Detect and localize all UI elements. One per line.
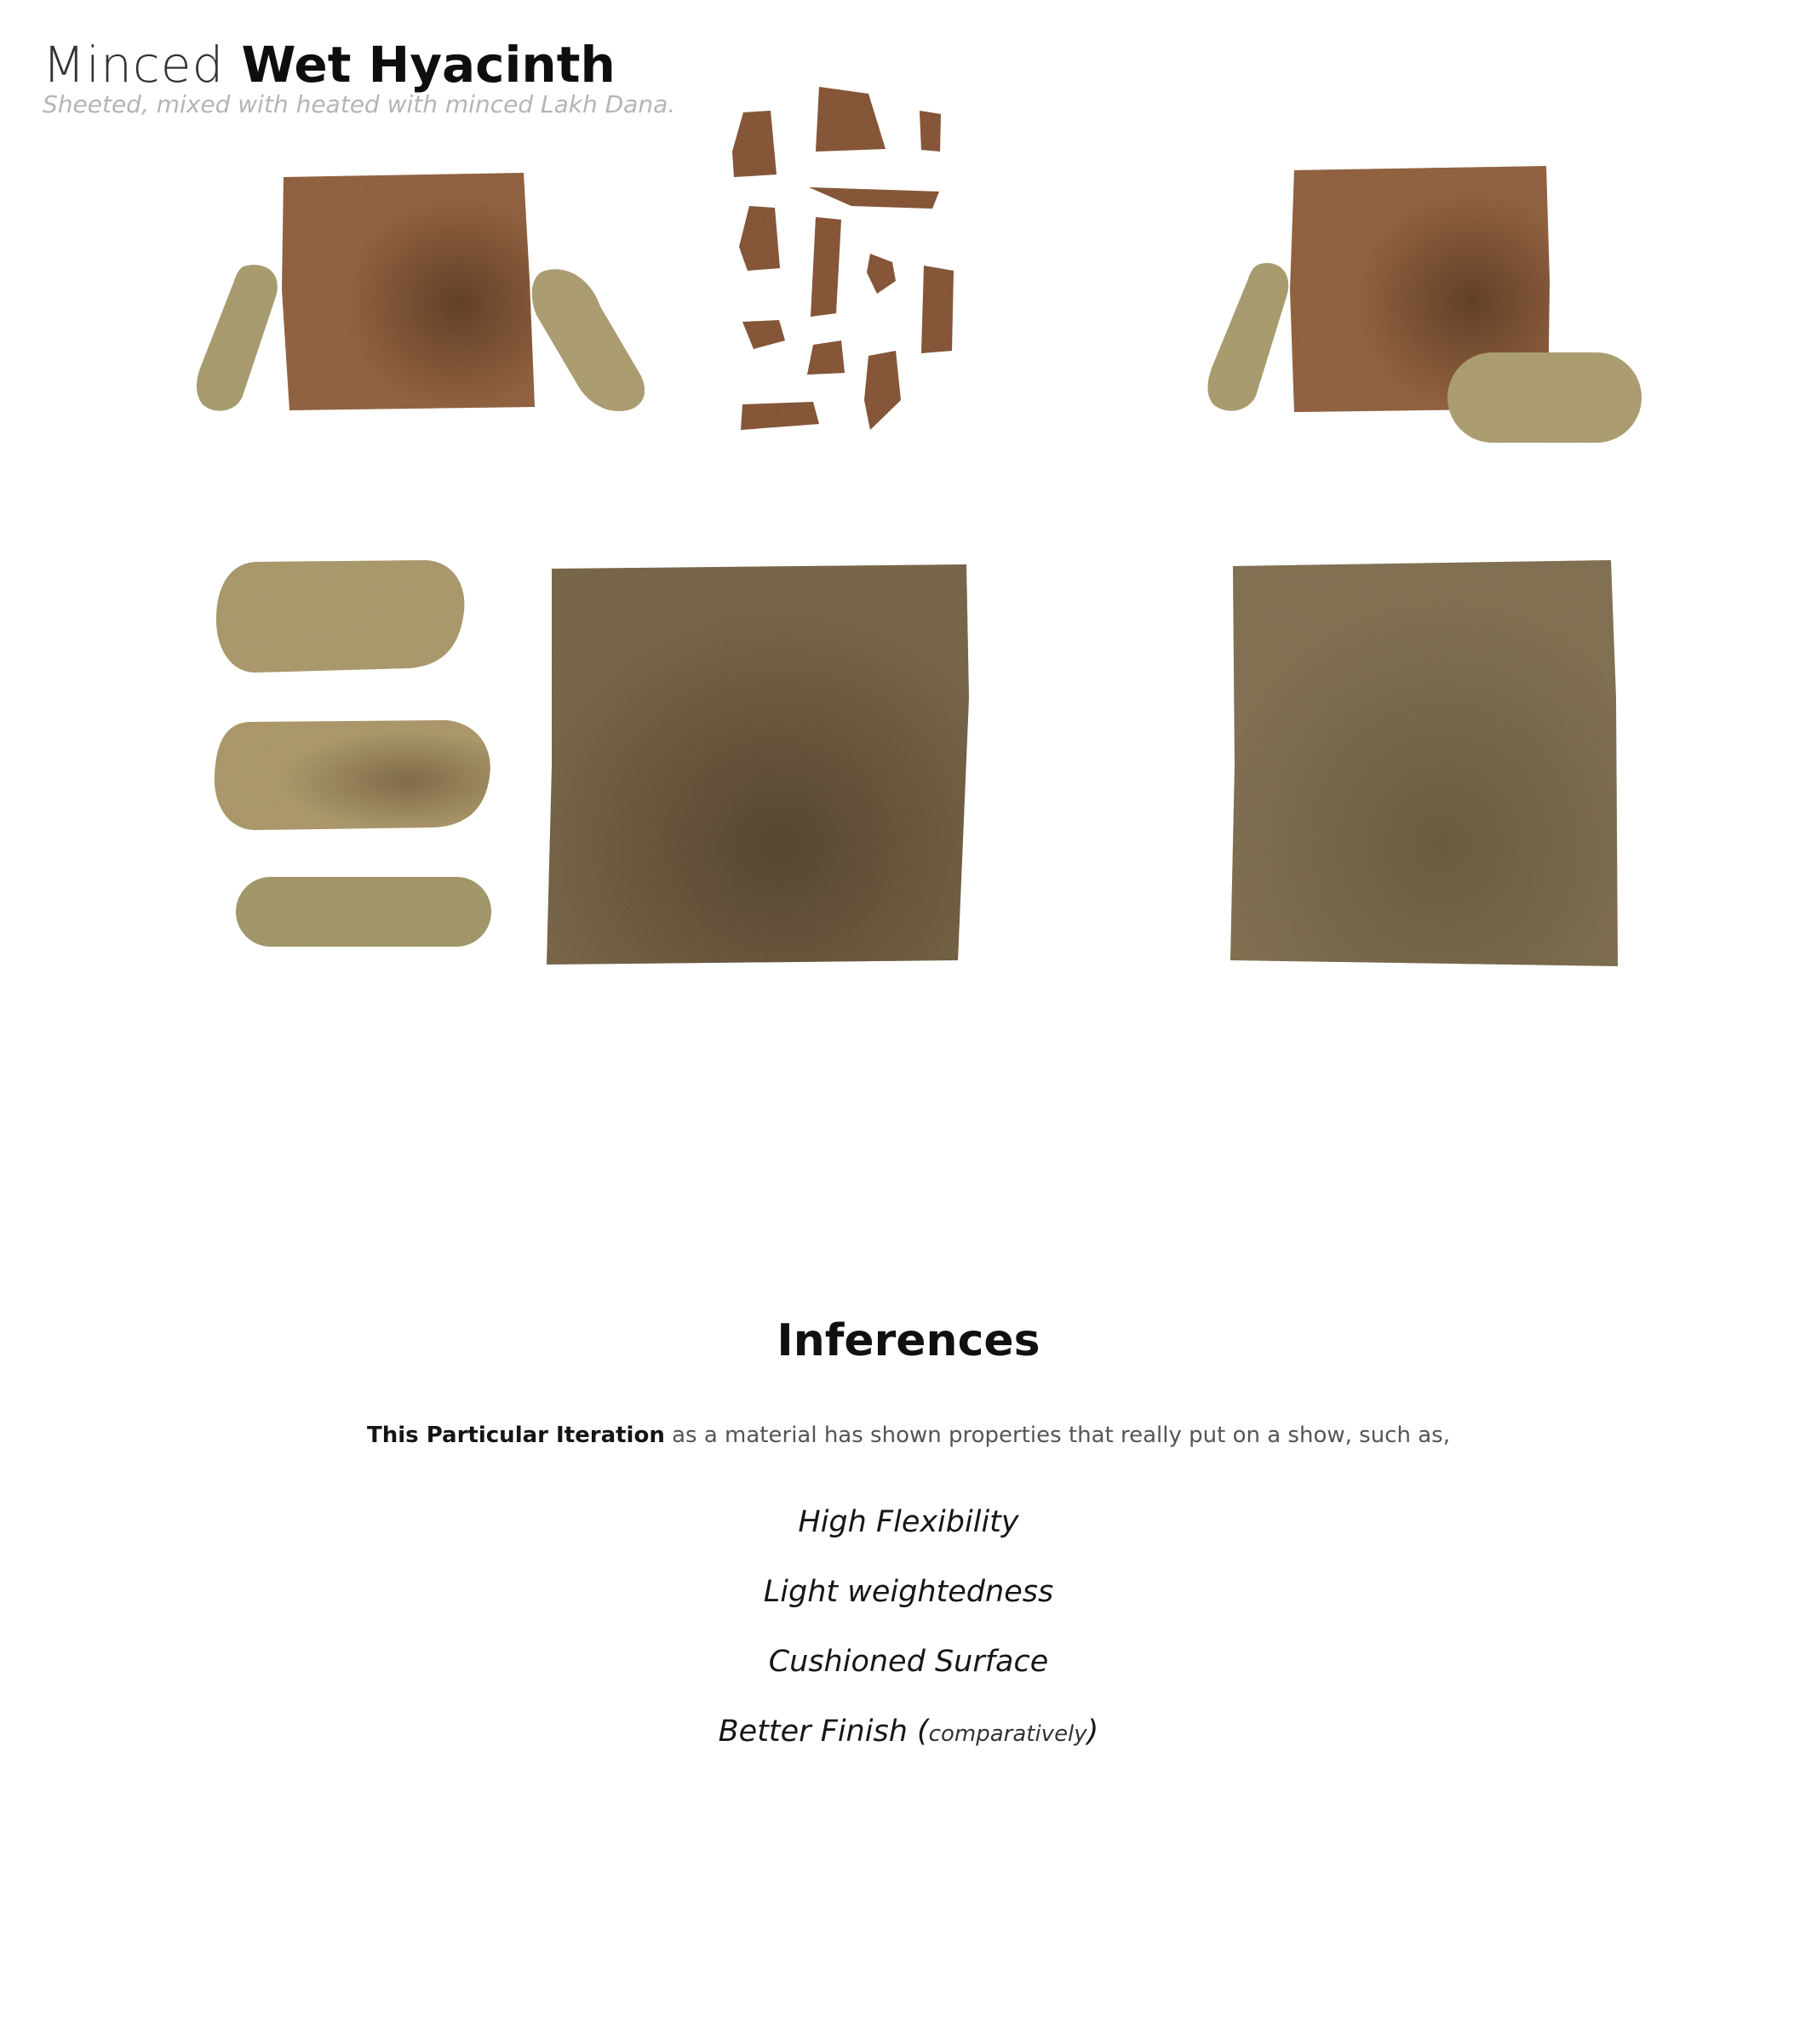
pad-right-green-right [1447,352,1642,443]
shard-3 [920,111,941,152]
shard-4 [809,187,939,209]
sheet-square-large-right-shade [1230,560,1618,966]
shard-6 [811,217,841,317]
pad-bottom [236,877,491,947]
inferences-section [0,1311,1817,1785]
sample-group-bottom-left [215,560,969,965]
sample-group-shards [732,87,954,430]
pad-middle-shade [215,720,490,830]
inferences-lead [0,1420,1817,1451]
shard-1 [732,111,777,177]
sample-group-top-right [1207,166,1642,443]
property-item: Cushioned Surface [768,1645,1049,1679]
inferences-heading: Inferences [777,1315,1040,1366]
page-subtitle: Sheeted, mixed with heated with minced Lakh Dana. [43,90,676,118]
shard-5 [739,206,780,271]
sheet-square-brown-shade [282,173,535,410]
inferences-lead-strong: This Particular Iteration [367,1423,665,1448]
property-item: Light weightedness [763,1575,1054,1609]
shard-2 [816,87,886,152]
sheet-square-large-shade [547,564,969,965]
property-last-open-paren: ( [917,1715,929,1749]
shard-12 [741,402,819,430]
property-item: High Flexibility [798,1505,1019,1539]
pad-top [216,560,464,673]
shard-9 [742,320,785,349]
property-item-last [0,1713,1817,1753]
property-last-main: Better Finish [718,1715,918,1749]
sample-group-top-left [197,173,645,411]
shard-11 [864,351,901,430]
shard-8 [921,266,954,353]
pad-left-green [197,265,278,410]
shard-10 [807,341,845,375]
property-list [0,1503,1817,1753]
pad-left-green-right [1207,263,1288,411]
title-light-part: Minced [43,36,225,94]
pad-right-green [532,269,645,411]
inferences-lead-rest: as a material has shown properties that really put on a show, such as, [664,1423,1450,1448]
property-last-close-paren: ) [1086,1715,1099,1749]
property-last-note: comparatively [928,1721,1087,1747]
sample-group-bottom-right [1230,560,1618,966]
title-bold-part: Wet Hyacinth [241,36,616,94]
shard-7 [867,254,896,294]
